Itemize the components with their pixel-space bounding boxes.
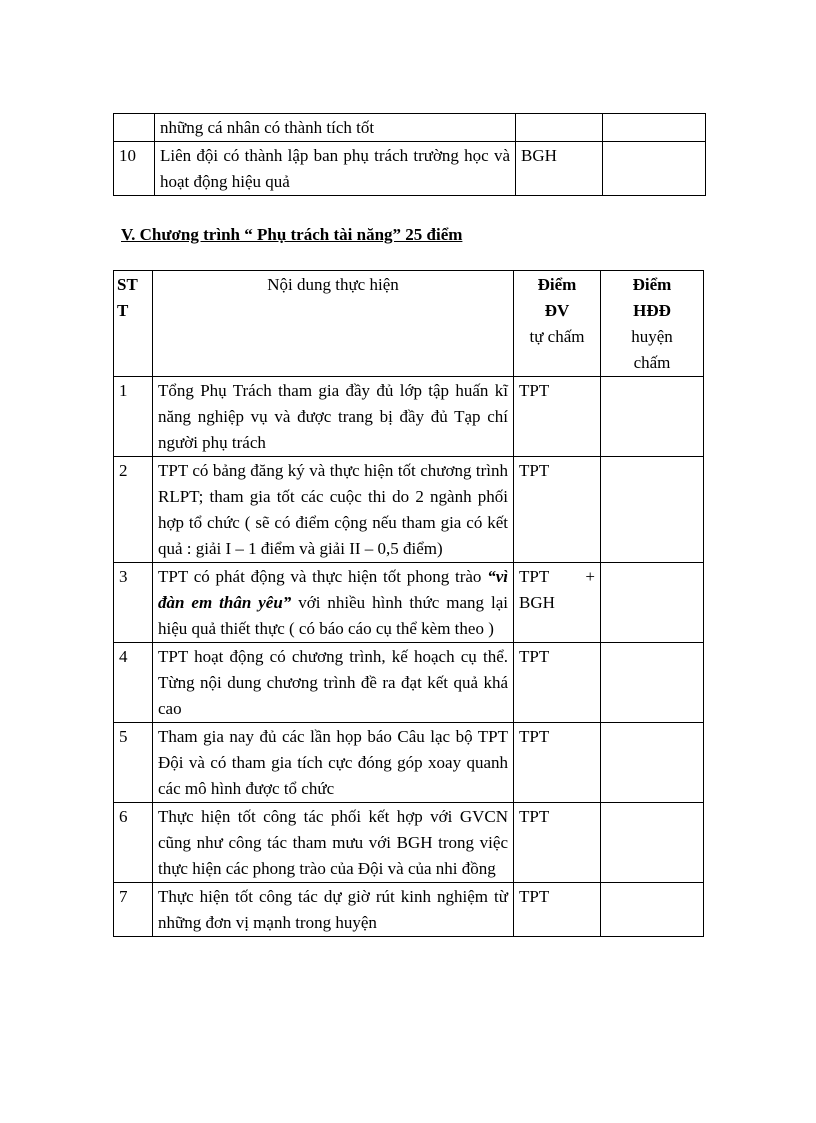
table-header-row (114, 271, 704, 377)
table-row (114, 563, 704, 643)
content-text: với nhiều hình thức mang lại hiệu quả thiết thực ( có báo cáo cụ thể kèm theo ) (158, 593, 508, 638)
dv-score-cell (516, 114, 603, 142)
content-cell: Liên đội có thành lập ban phụ trách trường học và hoạt động hiệu quả (155, 142, 516, 196)
content-cell: Thực hiện tốt công tác phối kết hợp với GVCN cũng như công tác tham mưu với BGH trong việc thực hiện các phong trào của Đội và của nhi đồng (153, 803, 514, 883)
dv-score-cell: TPT (514, 643, 601, 723)
table-row (114, 377, 704, 457)
hdd-score-cell (601, 883, 704, 937)
content-cell (153, 563, 514, 643)
table-row (114, 803, 704, 883)
table-row (114, 883, 704, 937)
stt-cell: 4 (114, 643, 153, 723)
stt-cell: 6 (114, 803, 153, 883)
hdd-score-cell (603, 142, 706, 196)
hdd-score-cell (603, 114, 706, 142)
header-hdd-score (601, 271, 704, 377)
dv-score-b: BGH (519, 593, 555, 612)
hdd-score-cell (601, 803, 704, 883)
dv-score-cell: TPT (514, 883, 601, 937)
header-stt: STT (114, 271, 153, 377)
header-hdd-line1: Điểm (632, 275, 672, 294)
campaign-name: “vì đàn em thân yêu” (158, 567, 508, 612)
dv-score-cell: TPT (514, 803, 601, 883)
stt-cell (114, 114, 155, 142)
header-hdd-line4: chấm (633, 353, 671, 372)
dv-score-cell: TPT (514, 723, 601, 803)
content-cell: Thực hiện tốt công tác dự giờ rút kinh nghiệm từ những đơn vị mạnh trong huyện (153, 883, 514, 937)
content-cell: Tổng Phụ Trách tham gia đầy đủ lớp tập huấn kĩ năng nghiệp vụ và được trang bị đầy đủ Tạp chí người phụ trách (153, 377, 514, 457)
stt-cell: 3 (114, 563, 153, 643)
content-cell: TPT có bảng đăng ký và thực hiện tốt chương trình RLPT; tham gia tốt các cuộc thi do 2 ngành phối hợp tổ chức ( sẽ có điểm cộng nếu tham gia có kết quả : giải I – 1 điểm và giải II – 0,5 điểm) (153, 457, 514, 563)
dv-score-line (519, 564, 595, 590)
section-heading: V. Chương trình “ Phụ trách tài năng” 25 điểm (121, 225, 463, 244)
table-row (114, 142, 706, 196)
dv-score-plus: + (585, 567, 595, 586)
content-text: TPT có phát động và thực hiện tốt phong trào (158, 567, 488, 586)
content-cell: Tham gia nay đủ các lần họp báo Câu lạc bộ TPT Đội và có tham gia tích cực đóng góp xoay quanh các mô hình được tổ chức (153, 723, 514, 803)
hdd-score-cell (601, 457, 704, 563)
table-row (114, 723, 704, 803)
hdd-score-cell (601, 563, 704, 643)
table-row (114, 643, 704, 723)
table-row (114, 114, 706, 142)
stt-cell: 10 (114, 142, 155, 196)
table-row (114, 457, 704, 563)
stt-cell: 1 (114, 377, 153, 457)
hdd-score-cell (601, 723, 704, 803)
header-hdd-line3: huyện (631, 327, 673, 346)
content-cell: những cá nhân có thành tích tốt (155, 114, 516, 142)
dv-score-cell (514, 563, 601, 643)
header-dv-line3: tự chấm (529, 327, 585, 346)
stt-cell: 2 (114, 457, 153, 563)
stt-cell: 5 (114, 723, 153, 803)
content-cell: TPT hoạt động có chương trình, kế hoạch cụ thể. Từng nội dung chương trình đề ra đạt kết quả khá cao (153, 643, 514, 723)
header-hdd-line2: HĐĐ (633, 301, 671, 320)
hdd-score-cell (601, 377, 704, 457)
dv-score-cell: BGH (516, 142, 603, 196)
stt-cell: 7 (114, 883, 153, 937)
continuation-table (113, 113, 706, 196)
dv-score-cell: TPT (514, 377, 601, 457)
hdd-score-cell (601, 643, 704, 723)
header-dv-score (514, 271, 601, 377)
dv-score-cell: TPT (514, 457, 601, 563)
header-dv-line1: Điểm (537, 275, 577, 294)
dv-score-a: TPT (519, 567, 550, 586)
header-dv-line2: ĐV (544, 301, 570, 320)
scoring-table (113, 270, 704, 937)
header-content: Nội dung thực hiện (153, 271, 514, 377)
